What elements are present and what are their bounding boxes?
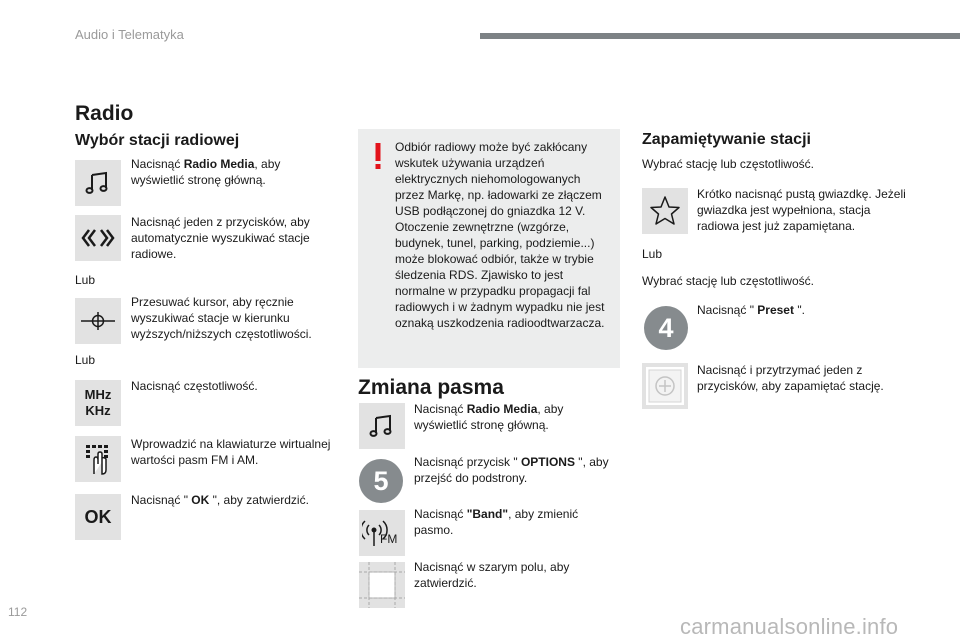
grey-area-icon xyxy=(359,562,405,608)
col1-or-2: Lub xyxy=(75,353,96,367)
col3-intro-2: Wybrać stację lub częstotliwość. xyxy=(642,274,814,288)
frequency-icon xyxy=(75,380,121,426)
col2-item3-text: Nacisnąć "Band", aby zmienić pasmo. xyxy=(414,507,579,537)
khz-label: KHz xyxy=(85,403,111,418)
col3-intro-1: Wybrać stację lub częstotliwość. xyxy=(642,157,814,171)
step-4-badge: 4 xyxy=(644,306,688,350)
mhz-label: MHz xyxy=(84,387,112,402)
col3-or-1: Lub xyxy=(642,247,663,261)
star-icon xyxy=(642,188,688,234)
seek-arrows-icon xyxy=(75,215,121,261)
fm-radio-icon xyxy=(359,510,405,556)
preset-add-icon xyxy=(642,363,688,409)
col1-item6-text: Nacisnąć " OK ", aby zatwierdzić. xyxy=(131,493,309,507)
col1-item2-text: Nacisnąć jeden z przycisków, aby automatycznie wyszukiwać stacje radiowe. xyxy=(131,215,310,261)
col1-item5-text: Wprowadzić na klawiaturze wirtualnej wartości pasm FM i AM. xyxy=(131,437,331,467)
warning-icon xyxy=(373,143,383,169)
col3-item3-text: Nacisnąć i przytrzymać jeden z przycisków, aby zapamiętać stację. xyxy=(697,363,884,393)
col2-item4-text: Nacisnąć w szarym polu, aby zatwierdzić. xyxy=(414,560,570,590)
col2-item2-text: Nacisnąć przycisk " OPTIONS ", aby przejść do podstrony. xyxy=(414,455,609,485)
page-number: 112 xyxy=(8,605,28,619)
warning-text: Odbiór radiowy może być zakłócany wskutek używania urządzeń elektrycznych niehomologowanych przez Markę, np. ładowarki ze złączem USB podłączonej do gniazdka 12 V. Otoczenie zewnętrzne (wzgórze, budynek, tunel, parking, podziemie...) może blokować odbiór, także w trybie śledzenia RDS. Zjawisko to jest normalne w przypadku propagacji fal radiowych i w żadnym wypadku nie jest oznaką uszkodzenia radioodtwarzacza. xyxy=(395,140,605,330)
watermark: carmanualsonline.info xyxy=(680,614,899,639)
section-title-station-memory: Zapamiętywanie stacji xyxy=(642,131,811,148)
ok-label: OK xyxy=(84,506,112,527)
keypad-icon xyxy=(75,436,121,482)
section-title-band-change: Zmiana pasma xyxy=(358,376,504,399)
tuning-slider-icon xyxy=(75,298,121,344)
col1-item3-text: Przesuwać kursor, aby ręcznie wyszukiwać stacje w kierunku wyższych/niższych częstotliwości. xyxy=(131,295,312,341)
col3-item2-text: Nacisnąć " Preset ". xyxy=(697,303,805,317)
fm-label: FM xyxy=(380,532,398,546)
col1-item4-text: Nacisnąć częstotliwość. xyxy=(131,379,258,393)
col1-item1-text: Nacisnąć Radio Media, aby wyświetlić stronę główną. xyxy=(131,157,281,187)
header-title: Audio i Telematyka xyxy=(75,27,184,42)
music-note-icon xyxy=(359,403,405,449)
page-title: Radio xyxy=(75,102,134,125)
col3-item1-text: Krótko nacisnąć pustą gwiazdkę. Jeżeli gwiazdka jest wypełniona, stacja radiowa jest już zapamiętana. xyxy=(697,187,906,233)
music-note-icon xyxy=(75,160,121,206)
ok-icon xyxy=(75,494,121,540)
col1-or-1: Lub xyxy=(75,273,96,287)
section-title-station-select: Wybór stacji radiowej xyxy=(75,132,240,149)
col2-item1-text: Nacisnąć Radio Media, aby wyświetlić stronę główną. xyxy=(414,402,564,432)
header-bar xyxy=(480,33,960,39)
step-5-badge: 5 xyxy=(359,459,403,503)
